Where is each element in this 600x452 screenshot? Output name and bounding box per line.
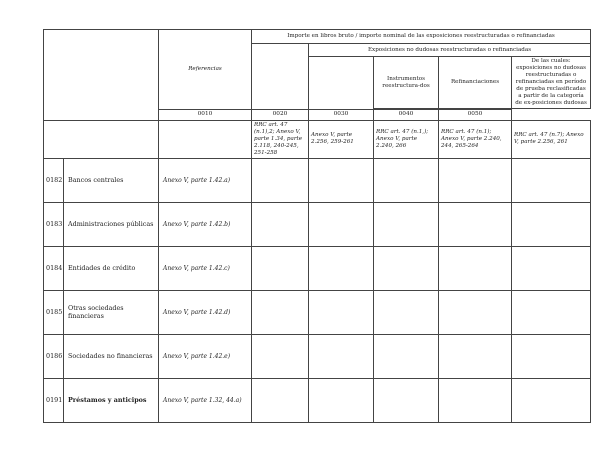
table-row [44, 246, 591, 290]
cell-input[interactable] [309, 202, 374, 246]
cell-input[interactable] [439, 290, 512, 334]
row-code: 0184 [44, 246, 64, 290]
row-ref: Anexo V, parte 1.42.a) [159, 158, 252, 202]
cell-input[interactable] [374, 158, 439, 202]
spacer-cell [512, 109, 591, 110]
cell-input[interactable] [252, 246, 309, 290]
cell-input[interactable] [374, 378, 439, 422]
cell-input[interactable] [512, 246, 591, 290]
ref-blank [159, 121, 252, 159]
col-code-0030: 0030 [309, 110, 374, 121]
row-label: Sociedades no financieras [64, 334, 159, 378]
instruments-header: Instrumentos reestructura-dos [374, 57, 439, 109]
cell-input[interactable] [439, 246, 512, 290]
cell-input[interactable] [309, 334, 374, 378]
row-ref: Anexo V, parte 1.42.b) [159, 202, 252, 246]
cell-input[interactable] [252, 202, 309, 246]
col-code-0010: 0010 [159, 110, 252, 121]
col-ref-0050: RRC art. 47 (n.7); Anexo V, parte 2.256, 261 [512, 121, 591, 159]
table-row [44, 290, 591, 334]
cell-input[interactable] [439, 202, 512, 246]
row-ref: Anexo V, parte 1.32, 44.a) [159, 378, 252, 422]
row-label: Préstamos y anticipos [64, 378, 159, 422]
cell-input[interactable] [512, 202, 591, 246]
probation-header: De las cuales: exposiciones no dudosas reestructuradas o refinanciadas en período de prueba reclasificadas a partir de la categoría de ex-posiciones dudosas [512, 57, 591, 109]
cell-input[interactable] [512, 290, 591, 334]
table-row [44, 334, 591, 378]
referencias-header: Referencias [159, 30, 252, 110]
table-row [44, 378, 591, 422]
gross-amount-header [252, 44, 309, 110]
cell-input[interactable] [252, 334, 309, 378]
row-code: 0191 [44, 378, 64, 422]
cell-input[interactable] [309, 378, 374, 422]
row-label: Otras sociedades financieras [64, 290, 159, 334]
col-code-0050: 0050 [439, 110, 512, 121]
row-code: 0186 [44, 334, 64, 378]
cell-input[interactable] [374, 202, 439, 246]
cell-input[interactable] [309, 158, 374, 202]
col-ref-0030: RRC art. 47 (n.1,); Anexo V, parte 2.240, 266 [374, 121, 439, 159]
row-code: 0185 [44, 290, 64, 334]
non-doubtful-header: Exposiciones no dudosas reestructuradas o refinanciadas [309, 44, 591, 57]
restructured-exposures-table [43, 29, 591, 423]
row-label: Bancos centrales [64, 158, 159, 202]
cell-input[interactable] [252, 378, 309, 422]
cell-input[interactable] [512, 158, 591, 202]
cell-input[interactable] [512, 334, 591, 378]
cell-input[interactable] [374, 334, 439, 378]
cell-input[interactable] [374, 246, 439, 290]
row-code: 0182 [44, 158, 64, 202]
cell-input[interactable] [309, 246, 374, 290]
restructured-exposures-table-wrapper [43, 29, 590, 423]
cell-input[interactable] [439, 158, 512, 202]
cell-input[interactable] [309, 290, 374, 334]
top-title-header: Importe en libros bruto / importe nominal de las exposiciones reestructuradas o refinanciadas [252, 30, 591, 44]
cell-input[interactable] [439, 378, 512, 422]
row-ref: Anexo V, parte 1.42.d) [159, 290, 252, 334]
row-ref: Anexo V, parte 1.42.e) [159, 334, 252, 378]
cell-input[interactable] [252, 290, 309, 334]
corner-cell-lower [44, 121, 159, 159]
table-row [44, 158, 591, 202]
col-code-0020: 0020 [252, 110, 309, 121]
col-ref-0040: RRC art. 47 (n.1); Anexo V, parte 2.240, 244, 265-264 [439, 121, 512, 159]
cell-input[interactable] [512, 378, 591, 422]
row-code: 0183 [44, 202, 64, 246]
row-ref: Anexo V, parte 1.42.c) [159, 246, 252, 290]
non-doubtful-total-header [309, 57, 374, 110]
corner-cell [44, 30, 159, 121]
cell-input[interactable] [374, 290, 439, 334]
col-code-0040: 0040 [374, 110, 439, 121]
row-label: Administraciones públicas [64, 202, 159, 246]
col-ref-0010: RRC art. 47 (n.1),2; Anexo V, parte 1.34, parte 2.118, 240-245, 251-258 [252, 121, 309, 159]
table-row [44, 202, 591, 246]
row-label: Entidades de crédito [64, 246, 159, 290]
cell-input[interactable] [252, 158, 309, 202]
col-ref-0020: Anexo V, parte 2.256, 259-261 [309, 121, 374, 159]
refinancing-header: Refinanciaciones [439, 57, 512, 109]
cell-input[interactable] [439, 334, 512, 378]
